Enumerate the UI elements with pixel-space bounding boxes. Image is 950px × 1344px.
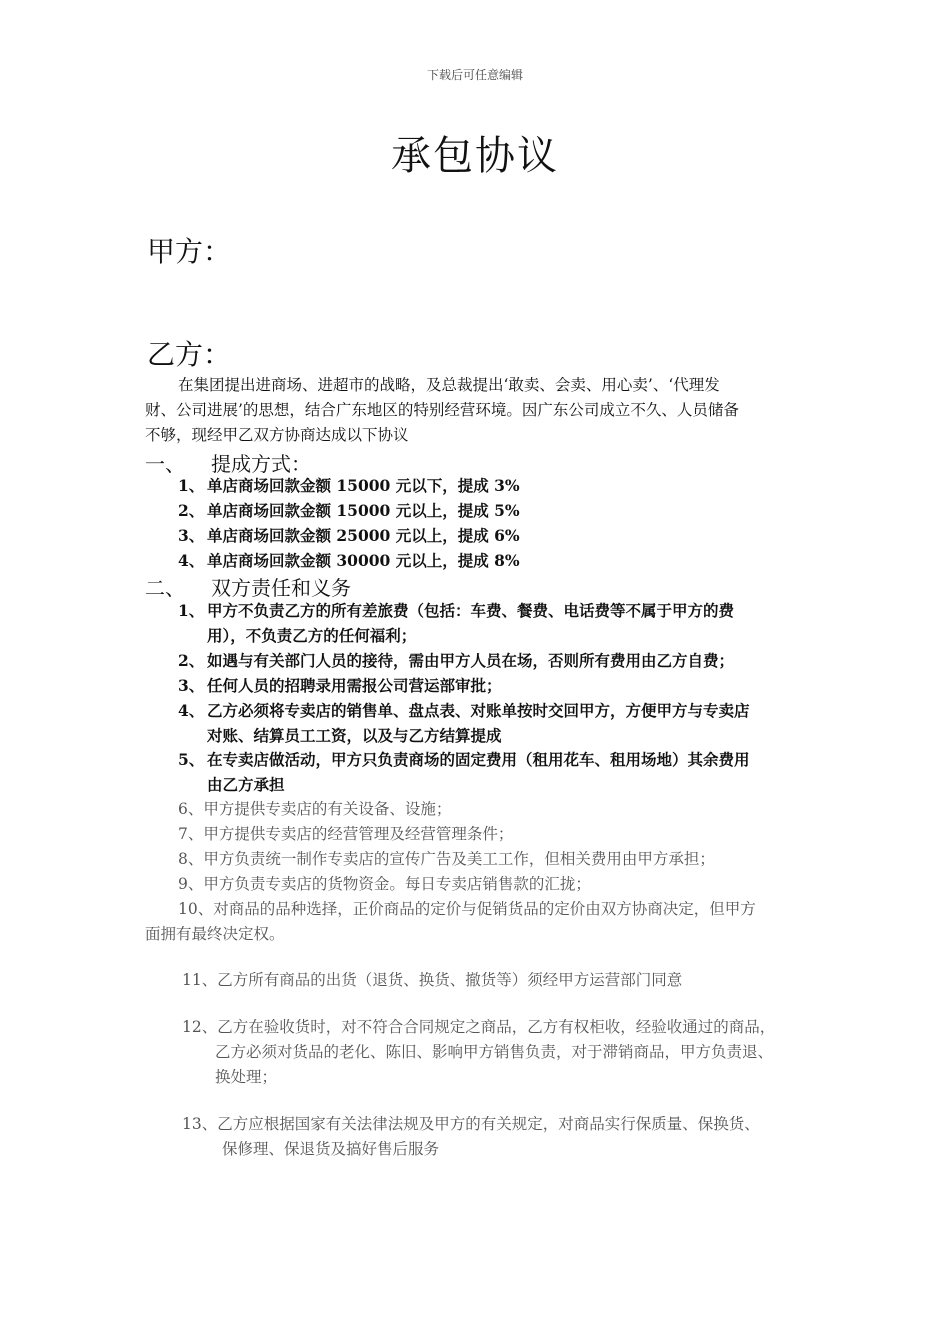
duty-item: 2、 如遇与有关部门人员的接待，需由甲方人员在场，否则所有费用由乙方自费；	[178, 651, 735, 670]
commission-item: 4、 单店商场回款金额 30000 元以上，提成 8%	[178, 551, 520, 570]
intro-line-1: 在集团提出进商场、进超市的战略，及总裁提出‘敢卖、会卖、用心卖’、‘代理发	[178, 376, 720, 394]
duty-item-10-line-2: 面拥有最终决定权。	[145, 925, 285, 943]
commission-item: 1、 单店商场回款金额 15000 元以下，提成 3%	[178, 476, 520, 495]
intro-line-3: 不够，现经甲乙双方协商达成以下协议	[145, 426, 409, 444]
duty-plain-item: 9、甲方负责专卖店的货物资金。每日专卖店销售款的汇拢；	[178, 875, 591, 893]
duty-item: 5、 在专卖店做活动，甲方只负责商场的固定费用（租用花车、租用场地）其余费用 由乙方承担	[178, 750, 750, 794]
section-1-title: 提成方式：	[211, 452, 311, 476]
intro-line-2: 财、公司进展’的思想，结合广东地区的特别经营环境。因广东公司成立不久、人员储备	[145, 401, 739, 419]
duty-item-10-line-1: 10、对商品的品种选择，正价商品的定价与促销货品的定价由双方协商决定，但甲方	[178, 900, 756, 918]
commission-item: 2、 单店商场回款金额 15000 元以上，提成 5%	[178, 501, 520, 520]
duty-item-12: 12、乙方在验收货时，对不符合合同规定之商品，乙方有权柜收，经验收通过的商品， 乙方必须对货品的老化、陈旧、影响甲方销售负责，对于滞销商品，甲方负责退、 换处理；	[182, 1018, 776, 1086]
document-title: 承包协议	[391, 133, 559, 179]
duty-item-13: 13、乙方应根据国家有关法律法规及甲方的有关规定，对商品实行保质量、保换货、 保修理、保退货及搞好售后服务	[182, 1115, 760, 1158]
section-2-number: 二、	[145, 576, 185, 600]
header-note: 下载后可任意编辑	[426, 68, 523, 82]
section-1-number: 一、	[145, 452, 185, 476]
duty-plain-item: 8、甲方负责统一制作专卖店的宣传广告及美工工作，但相关费用由甲方承担；	[178, 850, 715, 868]
duty-item-11: 11、乙方所有商品的出货（退货、换货、撤货等）须经甲方运营部门同意	[182, 971, 683, 989]
section-2-heading	[145, 572, 351, 601]
party-b-label: 乙方：	[147, 338, 232, 371]
party-a-label: 甲方：	[147, 235, 232, 268]
duty-item: 3、 任何人员的招聘录用需报公司营运部审批；	[178, 676, 502, 695]
duty-item: 1、 甲方不负责乙方的所有差旅费（包括：车费、餐费、电话费等不属于甲方的费 用），不负责乙方的任何福利；	[178, 601, 735, 645]
duty-item: 4、 乙方必须将专卖店的销售单、盘点表、对账单按时交回甲方，方便甲方与专卖店 对账、结算员工工资，以及与乙方结算提成	[178, 701, 750, 745]
duty-plain-item: 7、甲方提供专卖店的经营管理及经营管理条件；	[178, 825, 514, 843]
section-2-title: 双方责任和义务	[211, 576, 351, 600]
commission-item: 3、 单店商场回款金额 25000 元以上，提成 6%	[178, 526, 520, 545]
duty-plain-item: 6、甲方提供专卖店的有关设备、设施；	[178, 800, 452, 818]
